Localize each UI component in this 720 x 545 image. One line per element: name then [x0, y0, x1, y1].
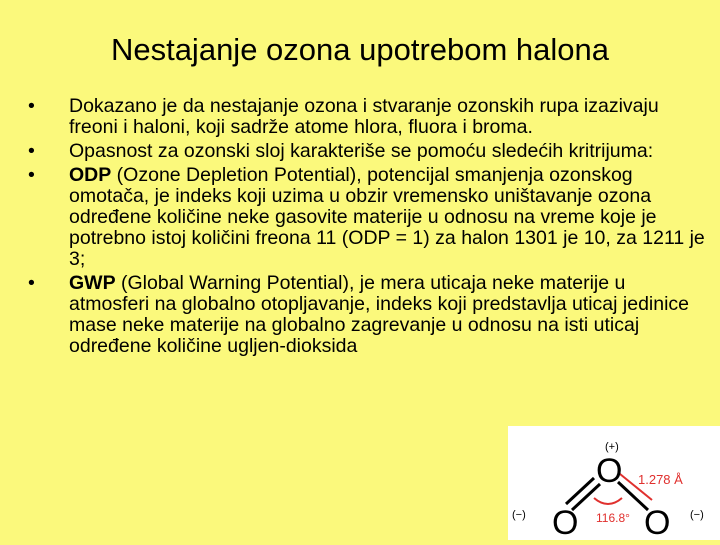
angle-arc — [594, 498, 622, 504]
charge-minus-right: (−) — [690, 509, 704, 521]
charge-plus: (+) — [605, 441, 619, 453]
bullet-item — [28, 141, 708, 162]
bullet-marker: • — [28, 272, 35, 294]
bullet-list — [28, 96, 708, 360]
bullet-text: Dokazano je da nestajanje ozona i stvaranje ozonskih rupa izazivaju freoni i haloni, koji sadrže atome hlora, fluora i broma. — [69, 95, 659, 138]
atom-center: O — [596, 452, 623, 490]
bullet-marker: • — [28, 95, 35, 117]
bond-left-double — [566, 478, 594, 504]
bullet-item — [28, 96, 708, 138]
bullet-text: (Ozone Depletion Potential), potencijal smanjenja ozonskog omotača, je indeks koji uzima u obzir vremensko uništavanje ozona određene količine neke gasovite materije u odnosu na vreme koje je potrebno istoj količini freona 11 (ODP = 1) za halon 1301 je 10, za 1211 je 3; — [69, 164, 705, 270]
ozone-molecule-diagram — [508, 426, 720, 540]
bullet-marker: • — [28, 164, 35, 186]
bullet-text: Opasnost za ozonski sloj karakteriše se pomoću sledećih kritrijuma: — [69, 140, 654, 162]
bullet-item — [28, 273, 708, 357]
charge-minus-left: (−) — [512, 509, 526, 521]
atom-left: O — [552, 504, 579, 540]
bullet-text: (Global Warning Potential), je mera uticaja neke materije u atmosferi na globalno otopljavanje, indeks koji predstavlja uticaj jedinice mase neke materije na globalno zagrevanje u odnosu na isti uticaj određene količine ugljen-dioksida — [69, 272, 690, 357]
bullet-marker: • — [28, 140, 35, 162]
bond-length-label: 1.278 Å — [638, 472, 683, 487]
bullet-lead: ODP — [69, 164, 112, 186]
bullet-lead: GWP — [69, 272, 116, 294]
atom-right: O — [644, 504, 671, 540]
ozone-molecule-svg — [508, 426, 720, 540]
bond-angle-label: 116.8° — [596, 511, 630, 525]
slide-title: Nestajanje ozona upotrebom halona — [110, 32, 610, 67]
bullet-item — [28, 165, 708, 270]
